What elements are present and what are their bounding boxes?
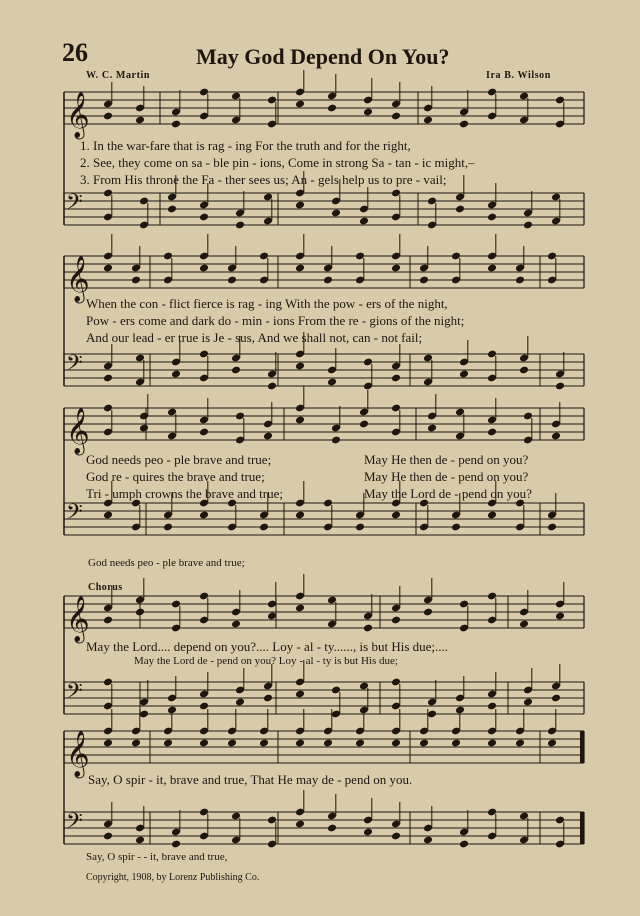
notehead xyxy=(199,739,209,748)
copyright-notice: Copyright, 1908, by Lorenz Publishing Co. xyxy=(86,872,260,883)
notehead xyxy=(227,739,237,748)
treble-clef: 𝄞 xyxy=(66,408,90,454)
chorus-line: May the Lord de - pend on you? Loy - al - ty is but His due; xyxy=(134,655,398,667)
notehead xyxy=(423,608,433,617)
verse-line: Say, O spir - it, brave and true, That He may de - pend on you. xyxy=(88,772,413,787)
notehead xyxy=(295,739,305,748)
notehead xyxy=(263,432,273,441)
notehead xyxy=(487,511,497,520)
notehead xyxy=(103,616,113,625)
notehead xyxy=(171,120,181,129)
notehead xyxy=(487,739,497,748)
notehead xyxy=(555,612,565,621)
notehead xyxy=(199,428,209,437)
notehead xyxy=(427,710,437,719)
notehead xyxy=(519,366,529,375)
verse-line: May He then de - pend on you? xyxy=(364,469,529,484)
notehead xyxy=(391,739,401,748)
notehead xyxy=(547,739,557,748)
notehead xyxy=(263,694,273,703)
bass-clef: 𝄢 xyxy=(66,679,83,709)
notehead xyxy=(227,276,237,285)
notehead xyxy=(451,523,461,532)
bass-clef: 𝄢 xyxy=(66,500,83,530)
notehead xyxy=(259,523,269,532)
notehead xyxy=(391,511,401,520)
verse-line: When the con - flict fierce is rag - ing With the pow - ers of the night, xyxy=(86,296,448,311)
verse-line: 2. See, they come on sa - ble pin - ions, Come in strong Sa - tan - ic might,– xyxy=(80,155,475,170)
notehead xyxy=(295,604,305,613)
notehead xyxy=(459,840,469,849)
notehead xyxy=(199,511,209,520)
notehead xyxy=(135,836,145,845)
notehead xyxy=(331,209,341,218)
notehead xyxy=(167,205,177,214)
verse-line: May the Lord de - pend on you? xyxy=(364,486,532,501)
notehead xyxy=(419,739,429,748)
notehead xyxy=(199,264,209,273)
notehead xyxy=(391,112,401,121)
notehead xyxy=(331,436,341,445)
notehead xyxy=(103,264,113,273)
notehead xyxy=(135,116,145,125)
notehead xyxy=(455,205,465,214)
notehead xyxy=(523,221,533,230)
bass-clef: 𝄢 xyxy=(66,351,83,381)
notehead xyxy=(451,739,461,748)
verse-line: And our lead - er true is Je - sus, And we shall not, can - not fail; xyxy=(86,330,423,345)
notehead xyxy=(363,624,373,633)
notehead xyxy=(551,432,561,441)
author-lyricist: W. C. Martin xyxy=(86,70,151,81)
verse-line: God needs peo - ple brave and true; xyxy=(86,452,272,467)
notehead xyxy=(391,616,401,625)
notehead xyxy=(363,108,373,117)
verse-line: May He then de - pend on you? xyxy=(364,452,529,467)
treble-clef: 𝄞 xyxy=(66,256,90,302)
verse-line: God re - quires the brave and true; xyxy=(86,469,265,484)
treble-clef: 𝄞 xyxy=(66,596,90,642)
bass-clef: 𝄢 xyxy=(66,809,83,839)
notehead xyxy=(323,276,333,285)
notehead xyxy=(427,424,437,433)
verse-line: 3. From His throne the Fa - ther sees us; An - gels help us to pre - vail; xyxy=(80,172,447,187)
notehead xyxy=(235,221,245,230)
notehead xyxy=(131,276,141,285)
notehead xyxy=(231,366,241,375)
notehead xyxy=(295,511,305,520)
notehead xyxy=(459,120,469,129)
notehead xyxy=(487,428,497,437)
notehead xyxy=(295,362,305,371)
notehead xyxy=(391,374,401,383)
notehead xyxy=(103,511,113,520)
bass-clef: 𝄢 xyxy=(66,190,83,220)
notehead xyxy=(295,264,305,273)
notehead xyxy=(363,828,373,837)
notehead xyxy=(359,217,369,226)
notehead xyxy=(259,739,269,748)
notehead xyxy=(171,370,181,379)
final-barline xyxy=(580,812,584,844)
verse-line: Tri - umph crowns the brave and true; xyxy=(86,486,284,501)
treble-clef: 𝄞 xyxy=(66,92,90,138)
notehead xyxy=(199,213,209,222)
verse-line: 1. In the war-fare that is rag - ing For the truth and for the right, xyxy=(80,138,411,153)
verse-line: Pow - ers come and dark do - min - ions From the re - gions of the night; xyxy=(86,313,465,328)
notehead xyxy=(295,100,305,109)
notehead xyxy=(131,739,141,748)
notehead xyxy=(355,739,365,748)
notehead xyxy=(235,698,245,707)
hymn-title: May God Depend On You? xyxy=(196,44,450,69)
notehead xyxy=(103,112,113,121)
notehead xyxy=(103,374,113,383)
notehead xyxy=(359,420,369,429)
notehead xyxy=(295,416,305,425)
notehead xyxy=(551,694,561,703)
notehead xyxy=(295,201,305,210)
notehead xyxy=(487,213,497,222)
notehead xyxy=(519,620,529,629)
author-composer: Ira B. Wilson xyxy=(486,70,551,81)
notehead xyxy=(515,276,525,285)
notehead xyxy=(355,523,365,532)
notehead xyxy=(103,832,113,841)
notehead xyxy=(423,836,433,845)
notehead xyxy=(327,378,337,387)
notehead xyxy=(327,104,337,113)
notehead xyxy=(555,382,565,391)
notehead xyxy=(523,698,533,707)
chorus-line: May the Lord.... depend on you?.... Loy - al - ty......, is but His due;.... xyxy=(86,639,449,654)
notehead xyxy=(391,832,401,841)
notehead xyxy=(419,276,429,285)
notehead xyxy=(487,264,497,273)
notehead xyxy=(163,523,173,532)
notehead xyxy=(327,824,337,833)
chorus-label: Chorus xyxy=(88,582,123,593)
notehead xyxy=(515,739,525,748)
notehead xyxy=(423,116,433,125)
notehead xyxy=(459,370,469,379)
bass-lyric-line: God needs peo - ple brave and true; xyxy=(88,557,245,569)
notehead xyxy=(163,739,173,748)
notehead xyxy=(323,739,333,748)
notehead xyxy=(231,620,241,629)
notehead xyxy=(171,840,181,849)
notehead xyxy=(295,820,305,829)
notehead xyxy=(135,608,145,617)
notehead xyxy=(103,739,113,748)
hymn-number: 26 xyxy=(62,38,88,67)
notehead xyxy=(139,424,149,433)
notehead xyxy=(295,690,305,699)
treble-clef: 𝄞 xyxy=(66,731,90,777)
final-barline xyxy=(580,731,584,763)
notehead xyxy=(547,523,557,532)
notehead xyxy=(391,264,401,273)
notehead xyxy=(267,382,277,391)
bass-lyric-line: Say, O spir - - it, brave and true, xyxy=(86,851,228,863)
